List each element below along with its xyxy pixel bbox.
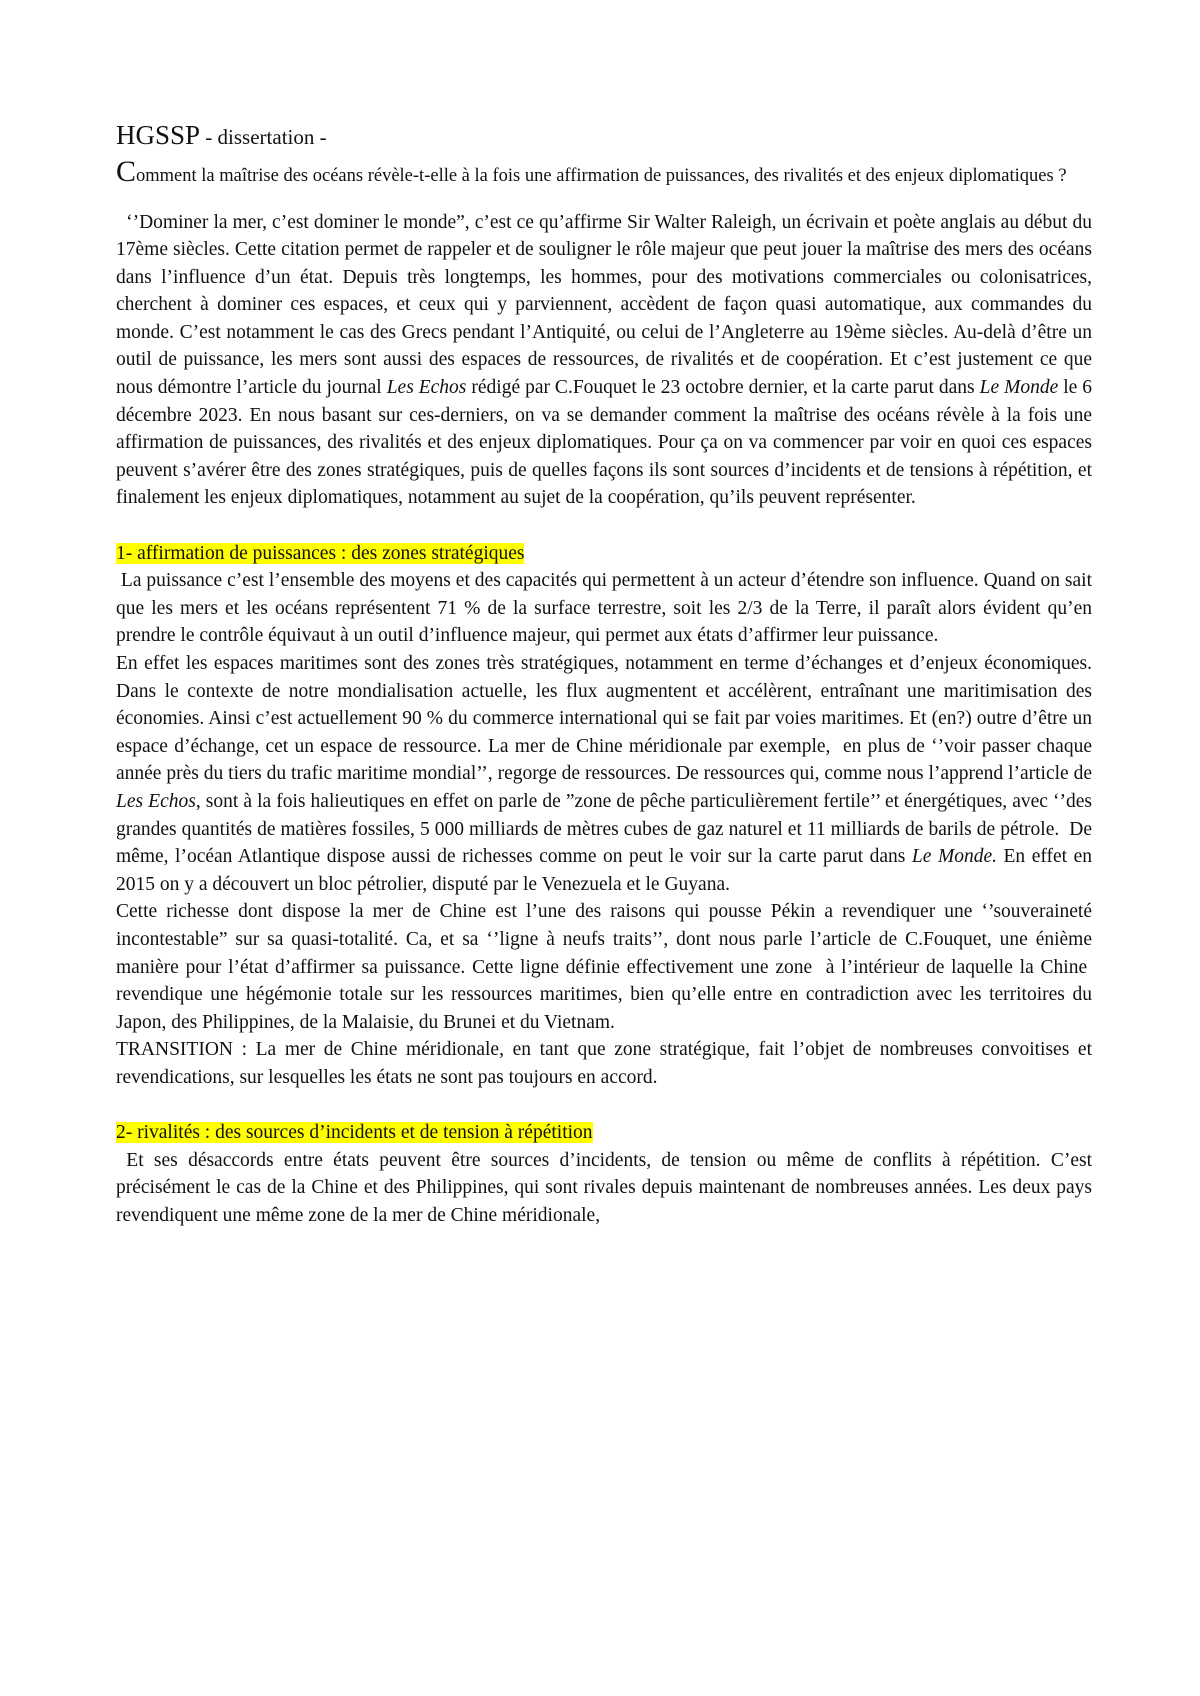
section-1-paragraph-3: Cette richesse dont dispose la mer de Chine est l’une des raisons qui pousse Pékin a revendiquer une ‘’souveraineté incontestable” sur sa quasi-totalité. Ca, et sa ‘’ligne à neufs traits’’, dont nous parle l’article de C.Fouquet, une énième manière pour l’état d’affirmer sa puissance. Cette ligne définie effectivement une zone à l’intérieur de laquelle la Chine revendique une hégémonie totale sur les ressources maritimes, bien qu’elle entre en contradiction avec les territoires du Japon, des Philippines, de la Malaisie, du Brunei et du Vietnam. [116,901,1092,1033]
section-1-heading-text: 1- affirmation de puissances : des zones stratégiques [116,542,525,564]
intro-source-le-monde: Le Monde [979,377,1059,399]
section-1-p2-text-b: , sont à la fois halieutiques en effet on parle de ”zone de pêche particulièrement fertile’’ et énergétiques, avec ‘’des grandes quantités de matières fossiles, 5 000 milliards de mètres cubes de gaz naturel et 11 milliards de barils de pétrole. De même, l’océan Atlantique dispose aussi de richesses comme on peut le voir sur la carte parut dans [116,790,1092,868]
title-subtitle: - dissertation - [200,125,327,149]
section-1-p2-source-les-echos: Les Echos [116,790,196,812]
transition-paragraph [116,1036,1092,1091]
section-1-p2-text-a: En effet les espaces maritimes sont des zones très stratégiques, notamment en terme d’échanges et d’enjeux économiques. Dans le contexte de notre mondialisation actuelle, les flux augmentent et accélèrent, entraînant une maritimisation des économies. Ainsi c’est actuellement 90 % du commerce international qui se fait par voies maritimes. Et (en?) outre d’être un espace d’échange, cet un espace de ressource. La mer de Chine méridionale par exemple, en plus de ‘’voir passer chaque année près du tiers du trafic maritime mondial’’, regorge de ressources. De ressources qui, comme nous l’apprend l’article de [116,653,1092,785]
transition-label: TRANSITION [116,1039,233,1061]
document-body [116,118,1092,1229]
section-1-p2-text-c: En effet en 2015 on y a découvert un bloc pétrolier, disputé par le Venezuela et le Guyana. [116,846,1092,895]
intro-text-a: ‘’Dominer la mer, c’est dominer le monde”, c’est ce qu’affirme Sir Walter Raleigh, un écrivain et poète anglais au début du 17ème siècles. Cette citation permet de rappeler et de souligner le rôle majeur que peut jouer la maîtrise des mers des océans dans l’influence d’un état. Depuis très longtemps, les hommes, pour des motivations commerciales ou colonisatrices, cherchent à dominer ces espaces, et ceux qui y parviennent, accèdent de façon quasi automatique, aux commandes du monde. C’est notamment le cas des Grecs pendant l’Antiquité, ou celui de l’Angleterre au 19ème siècles. Au-delà d’être un outil de puissance, les mers sont aussi des espaces de ressources, de rivalités et de coopération. Et c’est justement ce que nous démontre l’article du journal [116,211,1092,399]
section-2-heading [116,1119,1092,1147]
question-dropcap: C [116,155,137,188]
section-1-heading [116,540,1092,568]
section-1-paragraph-2 [116,650,1092,898]
title-main: HGSSP [116,120,201,150]
question-text: omment la maîtrise des océans révèle-t-elle à la fois une affirmation de puissances, des rivalités et des enjeux diplomatiques ? [136,166,1067,186]
intro-text-b: rédigé par C.Fouquet le 23 octobre dernier, et la carte parut dans [466,377,980,399]
intro-text-c: le 6 décembre 2023. En nous basant sur ces-derniers, on va se demander comment la maîtrise des océans révèle à la fois une affirmation de puissances, des rivalités et des enjeux diplomatiques. Pour ça on va commencer par voir en quoi ces espaces peuvent s’avérer être des zones stratégiques, puis de quelles façons ils sont sources d’incidents et de tensions à répétition, et finalement les enjeux diplomatiques, notamment au sujet de la coopération, qu’ils peuvent représenter. [116,377,1092,509]
intro-source-les-echos: Les Echos [386,377,467,399]
section-1-p2-source-le-monde: Le Monde. [911,846,997,868]
document-title [116,118,1092,154]
transition-text: : La mer de Chine méridionale, en tant que zone stratégique, fait l’objet de nombreuses convoitises et revendications, sur lesquelles les états ne sont pas toujours en accord. [116,1039,1092,1088]
section-2-heading-text: 2- rivalités : des sources d’incidents et de tension à répétition [116,1122,593,1144]
dissertation-question [116,155,1092,191]
intro-paragraph [116,209,1092,513]
section-1-paragraph-1: La puissance c’est l’ensemble des moyens et des capacités qui permettent à un acteur d’étendre son influence. Quand on sait que les mers et les océans représentent 71 % de la surface terrestre, soit les 2/3 de la Terre, il paraît alors évident qu’en prendre le contrôle équivaut à un outil d’influence majeur, qui permet aux états d’affirmer leur puissance. [116,570,1092,647]
section-2-paragraph-1: Et ses désaccords entre états peuvent être sources d’incidents, de tension ou même de conflits à répétition. C’est précisément le cas de la Chine et des Philippines, qui sont rivales depuis maintenant de nombreuses années. Les deux pays revendiquent une même zone de la mer de Chine méridionale, [116,1149,1092,1226]
